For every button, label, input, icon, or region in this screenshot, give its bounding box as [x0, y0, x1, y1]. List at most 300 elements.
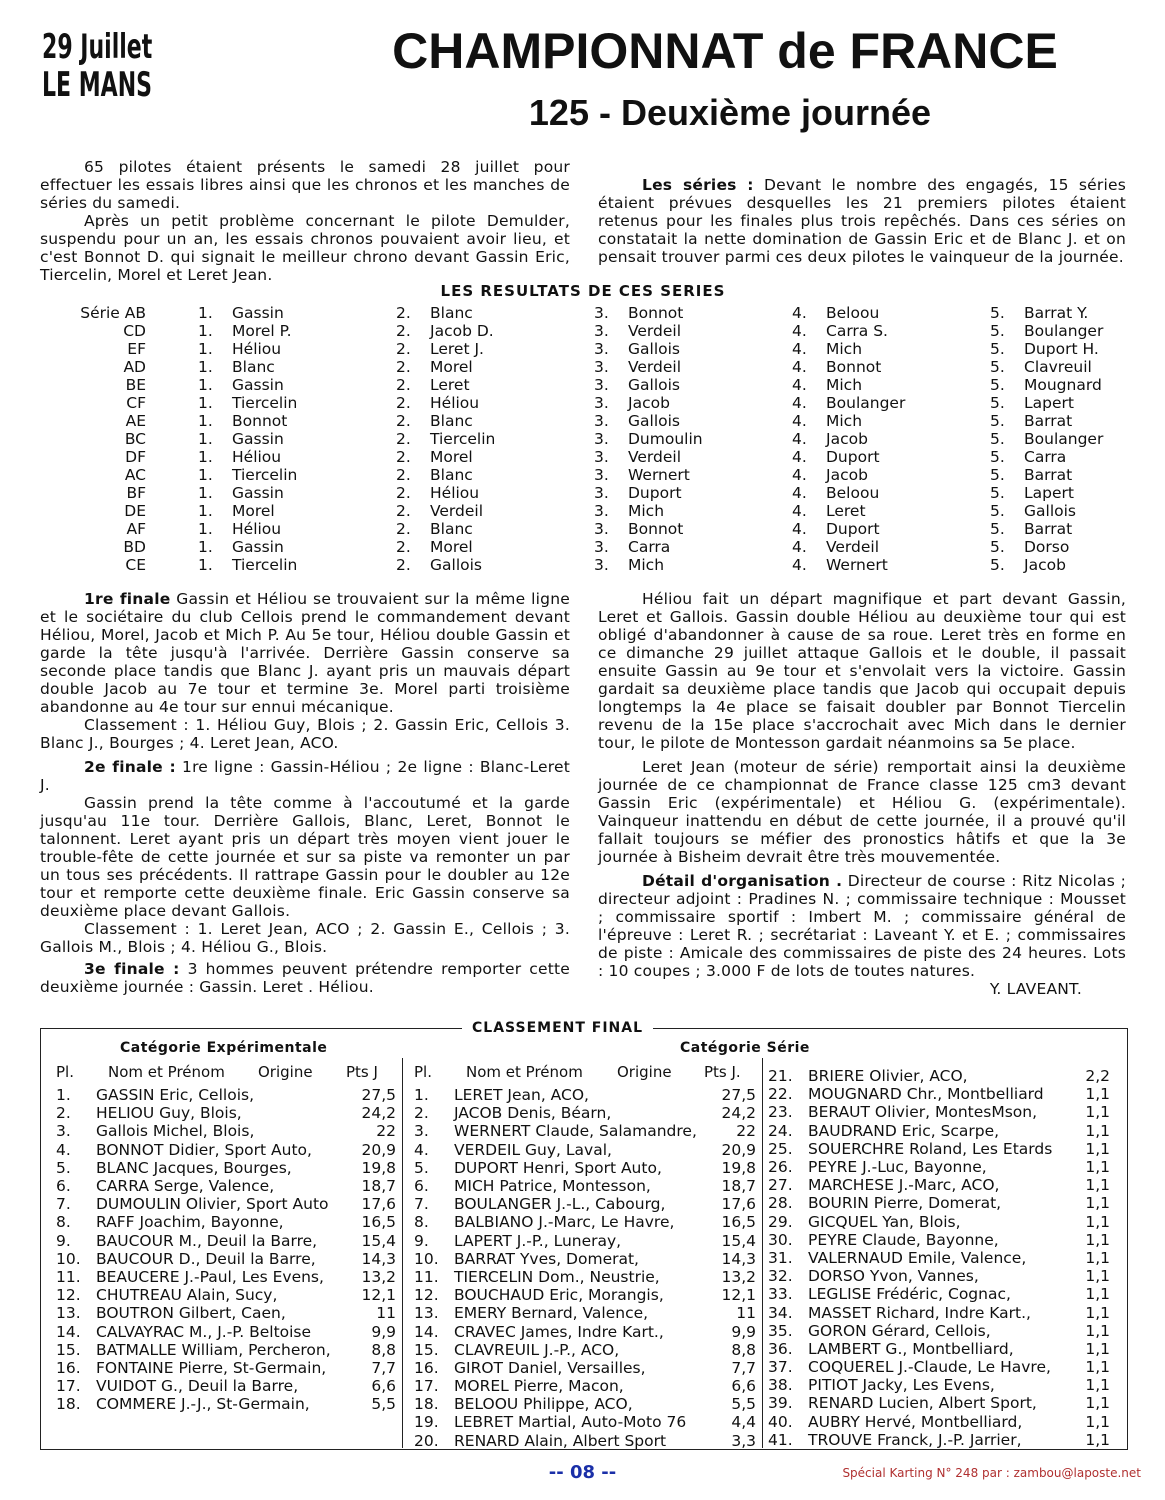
series-row: [62, 376, 1134, 394]
classement-points: 14,3: [361, 1249, 396, 1268]
classement-place: 15.: [414, 1340, 439, 1359]
series-position: 1.: [198, 466, 213, 484]
series-driver: Lapert: [1024, 484, 1074, 502]
conclusion: Leret Jean (moteur de série) remportait ainsi la deuxième journée de ce championnat de France classe 125 cm3 devant Gassin Eric (expérimentale) et Héliou G. (expérimentale). Vainqueur inattendu en début de cette journée, il a prouvé qu'il fallait toujours se méfier des pronostics hâtifs et que la 3e journée à Bisheim devrait être très mouvementée.: [598, 758, 1126, 866]
series-row: [62, 556, 1134, 574]
series-driver: Gassin: [232, 538, 284, 556]
classement-points: 5,5: [731, 1395, 756, 1414]
classement-place: 5.: [56, 1158, 71, 1177]
classement-points: 13,2: [361, 1267, 396, 1286]
classement-row: [768, 1249, 1110, 1267]
classement-place: 8.: [56, 1213, 71, 1232]
series-position: 1.: [198, 358, 213, 376]
classement-points: 11: [736, 1304, 756, 1323]
classement-place: 14.: [56, 1322, 81, 1341]
f3-narrative: Héliou fait un départ magnifique et part devant Gassin, Leret et Gallois. Gassin double Héliou au deuxième tour qui est obligé d'abandonner à cause de sa roue. Leret très en forme en ce dimanche 29 juillet attaque Gallois et le double, il passait ensuite Gassin au 9e tour et s'envolait vers la victoire. Gassin gardait sa deuxième place tandis que Jacob qui occupait depuis longtemps la 4e place se faisait doubler par Bonnot Tiercelin revenu de la 15e place s'accrochait avec Mich dans le dernier tour, le pilote de Montesson gardait néanmoins sa 5e place.: [598, 590, 1126, 752]
classement-points: 6,6: [371, 1377, 396, 1396]
classement-place: 33.: [768, 1285, 793, 1304]
classement-place: 4.: [414, 1140, 429, 1159]
f1-classement: Classement : 1. Héliou Guy, Blois ; 2. Gassin Eric, Cellois 3. Blanc J., Bourges ; 4. Leret Jean, ACO.: [40, 716, 570, 752]
classement-driver: MASSET Richard, Indre Kart.,: [808, 1303, 1031, 1322]
series-position: 4.: [792, 394, 807, 412]
classement-place: 26.: [768, 1158, 793, 1177]
classement-driver: EMERY Bernard, Valence,: [454, 1304, 649, 1323]
classement-points: 4,4: [731, 1413, 756, 1432]
classement-place: 1.: [414, 1086, 429, 1105]
classement-driver: BERAUT Olivier, MontesMson,: [808, 1103, 1038, 1122]
classement-points: 1,1: [1085, 1339, 1110, 1358]
classement-points: 1,1: [1085, 1321, 1110, 1340]
series-position: 1.: [198, 412, 213, 430]
series-position: 3.: [594, 466, 609, 484]
series-position: 4.: [792, 538, 807, 556]
series-row: [62, 448, 1134, 466]
series-code: DE: [124, 502, 146, 520]
series-driver: Verdeil: [628, 358, 682, 376]
series-position: 2.: [396, 484, 411, 502]
classement-place: 14.: [414, 1322, 439, 1341]
credit-line: Spécial Karting N° 248 par : zambou@laposte.net: [842, 1466, 1141, 1480]
f2-label: 2e finale :: [84, 758, 176, 776]
classement-points: 5,5: [371, 1395, 396, 1414]
classement-points: 14,3: [721, 1249, 756, 1268]
classement-driver: BOUTRON Gilbert, Caen,: [96, 1304, 286, 1323]
series-driver: Barrat: [1024, 466, 1073, 484]
classement-points: 20,9: [721, 1140, 756, 1159]
series-position: 5.: [990, 358, 1005, 376]
classement-driver: MARCHESE J.-Marc, ACO,: [808, 1176, 1000, 1195]
classement-place: 4.: [56, 1140, 71, 1159]
classement-driver: Gallois Michel, Blois,: [96, 1122, 255, 1141]
classement-place: 7.: [414, 1195, 429, 1214]
series-position: 4.: [792, 520, 807, 538]
classement-place: 6.: [414, 1177, 429, 1196]
classement-row: [768, 1194, 1110, 1212]
series-driver: Carra S.: [826, 322, 888, 340]
series-position: 2.: [396, 448, 411, 466]
series-code: AE: [125, 412, 146, 430]
classement-driver: VUIDOT G., Deuil la Barre,: [96, 1377, 299, 1396]
series-driver: Barrat: [1024, 412, 1073, 430]
series-row: [62, 430, 1134, 448]
classement-row: [414, 1104, 756, 1122]
series-code: BE: [125, 376, 146, 394]
classement-row: [56, 1232, 396, 1250]
series-heading: LES RESULTATS DE CES SERIES: [440, 282, 726, 300]
series-position: 5.: [990, 430, 1005, 448]
series-position: 2.: [396, 412, 411, 430]
classement-driver: FONTAINE Pierre, St-Germain,: [96, 1358, 327, 1377]
classement-points: 16,5: [361, 1213, 396, 1232]
classement-row: [414, 1250, 756, 1268]
classement-driver: BATMALLE William, Percheron,: [96, 1340, 331, 1359]
classement-row: [56, 1086, 396, 1104]
classement-row: [414, 1341, 756, 1359]
classement-driver: CALVAYRAC M., J.-P. Beltoise: [96, 1322, 312, 1341]
classement-row: [768, 1340, 1110, 1358]
series-position: 4.: [792, 484, 807, 502]
classement-place: 9.: [56, 1231, 71, 1250]
org-text: Directeur de course : Ritz Nicolas ; directeur adjoint : Pradines N. ; commissaire technique : Mousset ; commissaire sportif : Imbert M. ; commissaire général de l'épreuve : Leret R. ; secrétariat : Laveant Y. et E. ; commissaires de piste : Amicale des commissaires de piste des 24 heures. Lots : 10 coupes ; 3.000 F de lots de toutes natures.: [598, 872, 1126, 980]
classement-title: CLASSEMENT FINAL: [462, 1020, 653, 1036]
series-position: 2.: [396, 358, 411, 376]
series-position: 3.: [594, 340, 609, 358]
series-driver: Bonnot: [628, 520, 684, 538]
series-position: 2.: [396, 376, 411, 394]
series-driver: Tiercelin: [232, 466, 298, 484]
series-driver: Duport: [826, 448, 880, 466]
classement-place: 11.: [414, 1267, 439, 1286]
classement-driver: DUPORT Henri, Sport Auto,: [454, 1158, 662, 1177]
classement-driver: AUBRY Hervé, Montbelliard,: [808, 1412, 1023, 1431]
classement-row: [768, 1067, 1110, 1085]
classement-row: [414, 1322, 756, 1340]
series-position: 3.: [594, 430, 609, 448]
f2-classement: Classement : 1. Leret Jean, ACO ; 2. Gassin E., Cellois ; 3. Gallois M., Blois ; 4. Héliou G., Blois.: [40, 920, 570, 956]
classement-driver: RAFF Joachim, Bayonne,: [96, 1213, 284, 1232]
classement-place: 16.: [56, 1358, 81, 1377]
classement-points: 1,1: [1085, 1412, 1110, 1431]
classement-driver: BELOOU Philippe, ACO,: [454, 1395, 633, 1414]
classement-place: 35.: [768, 1321, 793, 1340]
classement-driver: CLAVREUIL J.-P., ACO,: [454, 1340, 620, 1359]
classement-driver: CARRA Serge, Valence,: [96, 1177, 275, 1196]
classement-place: 30.: [768, 1230, 793, 1249]
series-driver: Mich: [628, 556, 665, 574]
classement-place: 38.: [768, 1376, 793, 1395]
classement-driver: MOREL Pierre, Macon,: [454, 1377, 624, 1396]
series-position: 3.: [594, 448, 609, 466]
classement-points: 9,9: [731, 1322, 756, 1341]
classement-place: 17.: [56, 1377, 81, 1396]
classement-points: 22: [736, 1122, 756, 1141]
classement-row: [768, 1103, 1110, 1121]
series-driver: Verdeil: [628, 322, 682, 340]
serie-h-pl: Pl.: [414, 1063, 432, 1081]
classement-row: [56, 1395, 396, 1413]
classement-row: [414, 1268, 756, 1286]
exp-h-pts: Pts J: [346, 1063, 378, 1081]
classement-driver: BAUDRAND Eric, Scarpe,: [808, 1121, 1000, 1140]
classement-driver: BOURIN Pierre, Domerat,: [808, 1194, 1002, 1213]
classement-driver: SOUERCHRE Roland, Les Etards: [808, 1139, 1053, 1158]
series-position: 4.: [792, 322, 807, 340]
series-driver: Blanc: [232, 358, 275, 376]
series-row: [62, 520, 1134, 538]
classement-place: 2.: [414, 1104, 429, 1123]
separator-1: [402, 1058, 403, 1448]
series-driver: Boulanger: [826, 394, 906, 412]
date-block: [42, 28, 152, 104]
intro-right: [598, 176, 1126, 266]
series-driver: Bonnot: [826, 358, 882, 376]
classement-points: 1,1: [1085, 1285, 1110, 1304]
series-position: 3.: [594, 484, 609, 502]
classement-points: 1,1: [1085, 1303, 1110, 1322]
classement-place: 17.: [414, 1377, 439, 1396]
series-position: 1.: [198, 556, 213, 574]
series-position: 3.: [594, 412, 609, 430]
series-driver: Blanc: [430, 304, 473, 322]
series-position: 3.: [594, 538, 609, 556]
page-title: CHAMPIONNAT de FRANCE: [392, 23, 1058, 79]
classement-driver: PITIOT Jacky, Les Evens,: [808, 1376, 995, 1395]
classement-row: [768, 1358, 1110, 1376]
serie-table-1: [414, 1086, 756, 1450]
cat-serie-heading: Catégorie Série: [680, 1040, 810, 1056]
classement-points: 1,1: [1085, 1194, 1110, 1213]
series-driver: Gallois: [628, 412, 680, 430]
series-position: 1.: [198, 484, 213, 502]
classement-place: 2.: [56, 1104, 71, 1123]
classement-driver: BALBIANO J.-Marc, Le Havre,: [454, 1213, 675, 1232]
series-driver: Carra: [1024, 448, 1067, 466]
series-driver: Carra: [628, 538, 671, 556]
series-driver: Gallois: [628, 340, 680, 358]
classement-points: 12,1: [361, 1286, 396, 1305]
series-driver: Mougnard: [1024, 376, 1102, 394]
series-driver: Gassin: [232, 484, 284, 502]
classement-row: [56, 1359, 396, 1377]
classement-place: 29.: [768, 1212, 793, 1231]
separator-2: [762, 1058, 763, 1448]
series-driver: Morel: [232, 502, 275, 520]
classement-row: [414, 1177, 756, 1195]
classement-place: 28.: [768, 1194, 793, 1213]
classement-row: [56, 1104, 396, 1122]
series-row: [62, 538, 1134, 556]
f2-p2: Gassin prend la tête comme à l'accoutumé et la garde jusqu'au 11e tour. Derrière Gallois, Blanc, Leret, Bonnot le talonnent. Leret ayant pris un départ très moyen vient jouer le trouble-fête de cette journée et sur sa piste va remonter un par un tous ses précédents. Il rattrape Gassin pour le doubler au 12e tour et remporte cette deuxième finale. Eric Gassin conserve sa deuxième place devant Gallois.: [40, 794, 570, 920]
finales-right: [598, 590, 1126, 998]
classement-driver: BOULANGER J.-L., Cabourg,: [454, 1195, 666, 1214]
series-code: BF: [126, 484, 146, 502]
classement-points: 1,1: [1085, 1376, 1110, 1395]
series-position: 1.: [198, 448, 213, 466]
series-position: 1.: [198, 322, 213, 340]
classement-points: 18,7: [361, 1177, 396, 1196]
series-position: 4.: [792, 556, 807, 574]
classement-driver: PEYRE J.-Luc, Bayonne,: [808, 1158, 987, 1177]
series-row: [62, 502, 1134, 520]
classement-driver: TIERCELIN Dom., Neustrie,: [454, 1267, 660, 1286]
classement-place: 34.: [768, 1303, 793, 1322]
classement-points: 12,1: [721, 1286, 756, 1305]
classement-row: [414, 1304, 756, 1322]
classement-points: 3,3: [731, 1431, 756, 1450]
series-driver: Mich: [826, 340, 863, 358]
series-position: 3.: [594, 304, 609, 322]
classement-driver: WERNERT Claude, Salamandre,: [454, 1122, 697, 1141]
series-position: 3.: [594, 358, 609, 376]
classement-driver: TROUVE Franck, J.-P. Jarrier,: [808, 1430, 1022, 1449]
series-position: 3.: [594, 520, 609, 538]
series-code: AF: [126, 520, 146, 538]
classement-points: 1,1: [1085, 1103, 1110, 1122]
classement-place: 12.: [414, 1286, 439, 1305]
classement-place: 18.: [414, 1395, 439, 1414]
series-position: 5.: [990, 394, 1005, 412]
classement-place: 39.: [768, 1394, 793, 1413]
series-position: 5.: [990, 340, 1005, 358]
series-position: 2.: [396, 520, 411, 538]
series-position: 4.: [792, 358, 807, 376]
classement-place: 7.: [56, 1195, 71, 1214]
series-row: [62, 466, 1134, 484]
classement-points: 16,5: [721, 1213, 756, 1232]
classement-row: [56, 1213, 396, 1231]
series-position: 5.: [990, 502, 1005, 520]
series-code: CE: [125, 556, 146, 574]
classement-points: 22: [376, 1122, 396, 1141]
finales-left: [40, 590, 570, 996]
page-subtitle: 125 - Deuxième journée: [528, 92, 932, 133]
series-code: AC: [124, 466, 146, 484]
series-code: AD: [123, 358, 146, 376]
series-driver: Héliou: [232, 340, 282, 358]
classement-row: [768, 1158, 1110, 1176]
classement-driver: LAPERT J.-P., Luneray,: [454, 1231, 622, 1250]
classement-place: 32.: [768, 1267, 793, 1286]
series-position: 2.: [396, 322, 411, 340]
classement-place: 10.: [414, 1249, 439, 1268]
series-driver: Gallois: [1024, 502, 1076, 520]
classement-place: 13.: [56, 1304, 81, 1323]
classement-points: 1,1: [1085, 1085, 1110, 1104]
classement-points: 1,1: [1085, 1394, 1110, 1413]
classement-driver: GIROT Daniel, Versailles,: [454, 1358, 646, 1377]
series-driver: Héliou: [232, 520, 282, 538]
series-driver: Gassin: [232, 376, 284, 394]
series-position: 5.: [990, 448, 1005, 466]
series-driver: Gallois: [430, 556, 482, 574]
classement-driver: LERET Jean, ACO,: [454, 1086, 589, 1105]
classement-points: 8,8: [731, 1340, 756, 1359]
serie-h-name: Nom et Prénom: [466, 1063, 583, 1081]
classement-row: [768, 1394, 1110, 1412]
series-driver: Barrat: [1024, 520, 1073, 538]
series-row: [62, 304, 1134, 322]
series-position: 5.: [990, 466, 1005, 484]
series-position: 4.: [792, 430, 807, 448]
series-position: 1.: [198, 340, 213, 358]
classement-place: 15.: [56, 1340, 81, 1359]
classement-driver: BARRAT Yves, Domerat,: [454, 1249, 639, 1268]
classement-driver: COQUEREL J.-Claude, Le Havre,: [808, 1358, 1051, 1377]
classement-driver: PEYRE Claude, Bayonne,: [808, 1230, 999, 1249]
exp-h-name: Nom et Prénom: [108, 1063, 225, 1081]
series-driver: Boulanger: [1024, 322, 1104, 340]
classement-points: 24,2: [721, 1104, 756, 1123]
classement-row: [56, 1159, 396, 1177]
series-driver: Héliou: [232, 448, 282, 466]
series-driver: Mich: [826, 412, 863, 430]
classement-row: [56, 1177, 396, 1195]
classement-place: 19.: [414, 1413, 439, 1432]
classement-row: [414, 1286, 756, 1304]
classement-row: [768, 1140, 1110, 1158]
series-row: [62, 322, 1134, 340]
classement-row: [414, 1122, 756, 1140]
series-position: 5.: [990, 376, 1005, 394]
classement-row: [414, 1232, 756, 1250]
series-driver: Tiercelin: [430, 430, 496, 448]
series-position: 4.: [792, 412, 807, 430]
series-position: 4.: [792, 376, 807, 394]
series-position: 4.: [792, 466, 807, 484]
classement-row: [768, 1213, 1110, 1231]
classement-place: 5.: [414, 1158, 429, 1177]
series-driver: Dorso: [1024, 538, 1070, 556]
f1-text: Gassin et Héliou se trouvaient sur la même ligne et le sociétaire du club Cellois prend le commandement devant Héliou, Morel, Jacob et Mich P. Au 5e tour, Héliou double Gassin et garde la tête jusqu'à l'arrivée. Derrière Gassin conserve sa seconde place tandis que Blanc J. ayant pris un mauvais départ double Jacob au 7e tour et termine 3e. Morel parti troisième abandonne au 4e tour sur ennui mécanique.: [40, 590, 570, 716]
series-driver: Leret: [826, 502, 866, 520]
classement-place: 31.: [768, 1248, 793, 1267]
classement-place: 10.: [56, 1249, 81, 1268]
classement-driver: MOUGNARD Chr., Montbelliard: [808, 1085, 1044, 1104]
classement-driver: VERDEIL Guy, Laval,: [454, 1140, 612, 1159]
classement-driver: RENARD Alain, Albert Sport: [454, 1431, 667, 1450]
classement-row: [768, 1322, 1110, 1340]
classement-row: [414, 1195, 756, 1213]
classement-driver: GASSIN Eric, Cellois,: [96, 1086, 254, 1105]
classement-place: 27.: [768, 1176, 793, 1195]
series-driver: Héliou: [430, 484, 480, 502]
series-driver: Lapert: [1024, 394, 1074, 412]
classement-row: [414, 1159, 756, 1177]
series-position: 1.: [198, 394, 213, 412]
classement-row: [768, 1413, 1110, 1431]
series-position: 4.: [792, 340, 807, 358]
classement-row: [56, 1377, 396, 1395]
series-driver: Wernert: [826, 556, 888, 574]
classement-driver: RENARD Lucien, Albert Sport,: [808, 1394, 1037, 1413]
classement-row: [414, 1377, 756, 1395]
series-driver: Morel: [430, 358, 473, 376]
series-driver: Leret: [430, 376, 470, 394]
classement-points: 27,5: [721, 1086, 756, 1105]
series-position: 1.: [198, 304, 213, 322]
classement-place: 13.: [414, 1304, 439, 1323]
classement-row: [56, 1141, 396, 1159]
classement-points: 1,1: [1085, 1430, 1110, 1449]
classement-points: 7,7: [731, 1358, 756, 1377]
classement-points: 1,1: [1085, 1267, 1110, 1286]
series-driver: Leret J.: [430, 340, 484, 358]
classement-row: [56, 1195, 396, 1213]
classement-row: [768, 1285, 1110, 1303]
classement-row: [56, 1122, 396, 1140]
series-code: Série AB: [80, 304, 146, 322]
series-position: 3.: [594, 394, 609, 412]
classement-place: 9.: [414, 1231, 429, 1250]
classement-driver: BAUCOUR M., Deuil la Barre,: [96, 1231, 318, 1250]
classement-points: 1,1: [1085, 1176, 1110, 1195]
series-driver: Jacob: [1024, 556, 1066, 574]
series-position: 2.: [396, 556, 411, 574]
classement-place: 3.: [56, 1122, 71, 1141]
series-position: 5.: [990, 304, 1005, 322]
serie-h-origin: Origine: [617, 1063, 672, 1081]
classement-driver: DORSO Yvon, Vannes,: [808, 1267, 979, 1286]
series-code: BC: [124, 430, 146, 448]
series-driver: Boulanger: [1024, 430, 1104, 448]
classement-driver: CHUTREAU Alain, Sucy,: [96, 1286, 278, 1305]
series-driver: Jacob: [826, 466, 868, 484]
classement-place: 24.: [768, 1121, 793, 1140]
series-driver: Barrat Y.: [1024, 304, 1089, 322]
f2-text: 1re ligne : Gassin-Héliou ; 2e ligne : Blanc-Leret J.: [40, 758, 570, 794]
classement-driver: BLANC Jacques, Bourges,: [96, 1158, 292, 1177]
series-position: 3.: [594, 502, 609, 520]
